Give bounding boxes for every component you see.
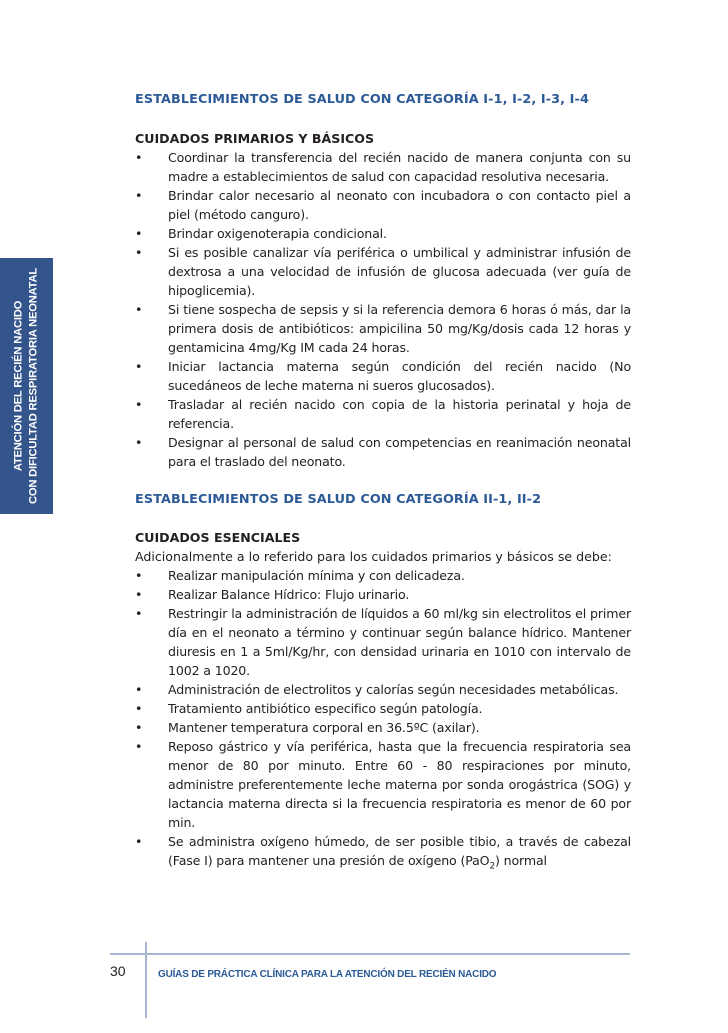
bullet-icon: • (135, 568, 143, 583)
bullet-icon: • (135, 359, 143, 374)
list-item: • Mantener temperatura corporal en 36.5ºC (axilar). (135, 720, 480, 735)
section2-bullet-list (135, 566, 631, 877)
section2-subtitle: CUIDADOS ESENCIALES (135, 530, 301, 545)
list-item: • Iniciar lactancia materna según condición del recién nacido (No sucedáneos de leche materna ni sueros glucosados). (135, 359, 631, 393)
list-item: • Tratamiento antibiótico especifico según patología. (135, 701, 483, 716)
section1-subtitle: CUIDADOS PRIMARIOS Y BÁSICOS (135, 131, 375, 146)
list-item: • Brindar oxigenoterapia condicional. (135, 226, 387, 241)
page-number: 30 (110, 963, 126, 979)
bullet-icon: • (135, 606, 143, 621)
list-item: • Designar al personal de salud con competencias en reanimación neonatal para el traslado del neonato. (135, 435, 631, 469)
subscript-2: 2 (489, 861, 496, 872)
list-item: • Realizar Balance Hídrico: Flujo urinario. (135, 587, 410, 602)
list-item: • Realizar manipulación mínima y con delicadeza. (135, 568, 465, 583)
bullet-icon: • (135, 397, 143, 412)
section1-bullet-list (135, 148, 631, 471)
list-item: • Reposo gástrico y vía periférica, hasta que la frecuencia respiratoria sea menor de 80 por minuto. Entre 60 - 80 respiraciones por minuto, administre preferentemente leche materna por sonda orogástrica (SOG) y lactancia materna directa si la frecuencia respiratoria es menor de 60 por min. (135, 739, 631, 830)
footer-vertical-divider (145, 942, 147, 1018)
bullet-icon: • (135, 188, 143, 203)
list-item: • Restringir la administración de líquidos a 60 ml/kg sin electrolitos el primer día en el neonato a término y continuar según balance hídrico. Mantener diuresis en 1 a 5ml/Kg/hr, con densidad urinaria en 1010 con intervalo de 1002 a 1020. (135, 606, 631, 678)
bullet-icon: • (135, 245, 143, 260)
section2-intro: Adicionalmente a lo referido para los cuidados primarios y básicos se debe: (135, 549, 612, 564)
bullet-icon: • (135, 302, 143, 317)
bullet-icon: • (135, 587, 143, 602)
list-item: • Administración de electrolitos y calorías según necesidades metabólicas. (135, 682, 619, 697)
footer-title: GUÍAS DE PRÁCTICA CLÍNICA PARA LA ATENCIÓN DEL RECIÉN NACIDO (158, 969, 497, 980)
footer-divider (110, 953, 630, 955)
section1-title: ESTABLECIMIENTOS DE SALUD CON CATEGORÍA I-1, I-2, I-3, I-4 (135, 92, 589, 107)
bullet-icon: • (135, 701, 143, 716)
list-item: • Si es posible canalizar vía periférica o umbilical y administrar infusión de dextrosa a una velocidad de infusión de glucosa adecuada (ver guía de hipoglicemia). (135, 245, 631, 298)
bullet-icon: • (135, 720, 143, 735)
bullet-icon: • (135, 150, 143, 165)
list-item: • Coordinar la transferencia del recién nacido de manera conjunta con su madre a establecimientos de salud con capacidad resolutiva necesaria. (135, 150, 631, 184)
section2-title: ESTABLECIMIENTOS DE SALUD CON CATEGORÍA II-1, II-2 (135, 492, 542, 507)
bullet-icon: • (135, 682, 143, 697)
main-content (135, 90, 631, 877)
list-item: • Si tiene sospecha de sepsis y si la referencia demora 6 horas ó más, dar la primera dosis de antibióticos: ampicilina 50 mg/Kg/dosis cada 12 horas y gentamicina 4mg/Kg IM cada 24 horas. (135, 302, 631, 355)
bullet-icon: • (135, 739, 143, 754)
list-item: • Se administra oxígeno húmedo, de ser posible tibio, a través de cabezal (Fase I) para mantener una presión de oxígeno (PaO$_2$) normal (135, 834, 631, 872)
side-tab (0, 258, 53, 514)
side-tab-line1: ATENCIÓN DEL RECIÉN NACIDO (12, 300, 24, 472)
side-tab-text (0, 258, 53, 514)
bullet-icon: • (135, 834, 143, 849)
bullet-icon: • (135, 435, 143, 450)
list-item: • Brindar calor necesario al neonato con incubadora o con contacto piel a piel (método canguro). (135, 188, 631, 222)
bullet-icon: • (135, 226, 143, 241)
side-tab-line2: CON DIFICULTAD RESPIRATORIA NEONATAL (27, 268, 39, 505)
list-item: • Trasladar al recién nacido con copia de la historia perinatal y hoja de referencia. (135, 397, 631, 431)
